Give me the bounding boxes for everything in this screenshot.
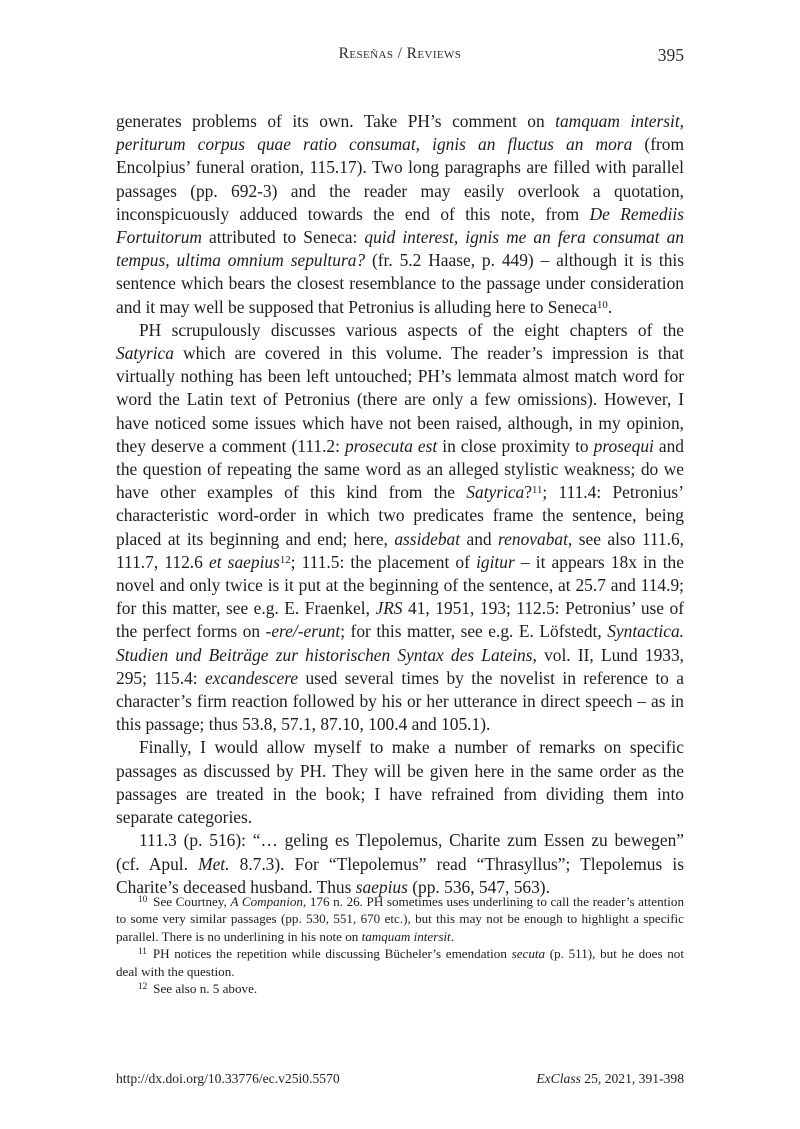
doi-link[interactable]: http://dx.doi.org/10.33776/ec.v25i0.5570 — [116, 1071, 340, 1086]
italic-run: igitur — [476, 551, 515, 572]
para-3 — [116, 736, 684, 829]
italic-run: JRS — [375, 598, 403, 619]
italic-run: renovabat — [498, 528, 568, 549]
para-2 — [116, 319, 684, 737]
footnote-12 — [116, 980, 684, 997]
text-run: which are covered in this volume. The reader’s impression is that virtually nothing has been left untouched; PH’s lemmata almost match word for word the Latin text of Petronius (there are only a few omissions). However, I have noticed some issues which have not been raised, although, in my opinion, they deserve a comment (111.2: — [116, 343, 684, 456]
text-run: ? — [524, 482, 532, 503]
footnote-reference[interactable]: 11 — [532, 484, 543, 497]
journal-citation — [536, 1071, 684, 1087]
text-run: attributed to Seneca: — [202, 227, 365, 248]
italic-run: excandescere — [205, 667, 299, 688]
italic-run: Satyrica — [116, 343, 174, 364]
text-run: Finally, I would allow myself to make a number of remarks on specific passages as discussed by PH. They will be given here in the same order as the passages are treated in the book; I have refrained from dividing them into separate categories. — [116, 737, 684, 828]
italic-run: De Remediis Fortuitorum — [116, 203, 685, 248]
text-run: 8.7.3). For “Tlepolemus” read “Thrasyllus”; Tlepolemus is Charite’s deceased husband. Thus — [116, 853, 684, 897]
text-run: (p. 511), but he does not deal with the question. — [116, 946, 684, 979]
italic-run: -ere/-erunt — [265, 621, 341, 642]
footnotes-section — [116, 893, 684, 997]
footnote-11 — [116, 945, 684, 980]
text-run: ; for this matter, see e.g. E. Löfstedt, — [340, 621, 608, 642]
text-run: generates problems of its own. Take PH’s comment on — [116, 111, 556, 131]
italic-run: A Companion — [230, 894, 303, 909]
text-run: (pp. 536, 547, 563). — [407, 876, 550, 897]
para-4 — [116, 829, 684, 899]
italic-run: tamquam intersit — [361, 928, 451, 944]
italic-run: saepius — [355, 876, 408, 897]
text-run: PH scrupulously discusses various aspects of the eight chapters of the — [139, 319, 684, 340]
text-run: See Courtney, — [153, 894, 231, 909]
text-run: . — [450, 928, 454, 944]
text-run: . — [607, 296, 613, 317]
journal-citation-detail: 25, 2021, 391-398 — [580, 1071, 684, 1086]
footnote-reference[interactable]: 12 — [279, 553, 291, 566]
running-head — [116, 45, 684, 67]
text-run: 41, 1951, 193; 112.5: Petronius’ use of the perfect forms on — [116, 598, 684, 642]
text-run: and — [460, 528, 499, 549]
text-run: ; 111.5: the placement of — [290, 551, 477, 572]
italic-run: prosecuta est — [344, 435, 438, 456]
text-run: , 176 n. 26. PH sometimes uses underlining to call the reader’s attention to some very similar passages (pp. 530, 551, 670 etc.), but this may not be enough to highlight a specific parallel. There is no underlining in his note on — [116, 894, 684, 944]
page-footer — [116, 1071, 684, 1087]
footnote-marker: 11 — [138, 946, 147, 957]
text-run: – it appears 18x in the novel and only twice is it put at the beginning of the sentence, at 25.7 and 114.9; for this matter, see e.g. E. Fraenkel, — [116, 551, 684, 619]
italic-run: Met. — [198, 853, 230, 874]
text-run: used several times by the novelist in reference to a character’s firm reaction followed by his or her utterance in direct speech – as in this passage; thus 53.8, 57.1, 87.10, 100.4 and 105.1). — [116, 667, 684, 735]
text-run: , see also 111.6, 111.7, 112.6 — [116, 528, 685, 572]
italic-run: Syntactica. Studien und Beiträge zur historischen Syntax des Lateins — [116, 621, 684, 665]
italic-run: quid interest, ignis me an fera consumat an tempus, ultima omnium sepultura? — [116, 227, 684, 271]
text-run: and the question of repeating the same word as an alleged stylistic weakness; do we have other examples of this kind from the — [116, 435, 684, 503]
italic-run: Satyrica — [466, 482, 525, 503]
text-run: 111.3 (p. 516): “… geling es Tlepolemus, Charite zum Essen zu bewegen” (cf. Apul. — [116, 830, 684, 874]
journal-title: ExClass — [536, 1071, 581, 1086]
text-run: PH notices the repetition while discussing Bücheler’s emendation — [152, 946, 512, 962]
text-run: ; 111.4: Petronius’ characteristic word-order in which two predicates frame the sentence, being placed at its beginning and end; here, — [116, 482, 684, 549]
italic-run: prosequi — [593, 435, 654, 456]
italic-run: et saepius — [208, 551, 280, 572]
footnote-reference[interactable]: 10 — [597, 298, 608, 311]
page-number: 395 — [657, 45, 684, 65]
text-run: (fr. 5.2 Haase, p. 449) – although it is this sentence which bears the closest resemblance to the passage under consideration and it may well be supposed that Petronius is alluding here to Seneca — [116, 250, 684, 317]
text-run: See also n. 5 above. — [153, 981, 258, 997]
body-textblock — [116, 110, 684, 899]
italic-run: tamquam intersit, periturum corpus quae ratio consumat, ignis an fluctus an mora — [116, 111, 684, 155]
italic-run: secuta — [511, 946, 546, 962]
footnote-marker: 12 — [138, 980, 148, 991]
running-head-title: Reseñas / Reviews — [338, 45, 462, 62]
text-run: , vol. II, Lund 1933, 295; 115.4: — [116, 644, 685, 688]
para-1 — [116, 110, 684, 319]
text-run: (from Encolpius’ funeral oration, 115.17). Two long paragraphs are filled with parallel passages (pp. 692-3) and the reader may easily overlook a quotation, inconspicuously adduced towards the end of this note, from — [116, 134, 684, 224]
footnote-marker: 10 — [138, 893, 148, 904]
footnote-10 — [116, 893, 684, 945]
text-run: in close proximity to — [437, 435, 594, 456]
italic-run: assidebat — [394, 528, 461, 549]
